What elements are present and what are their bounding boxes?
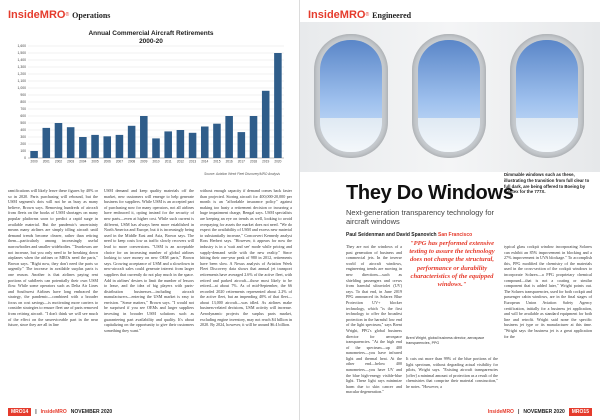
chart-bar bbox=[262, 91, 270, 158]
x-tick-label: 2009 bbox=[140, 159, 148, 164]
x-tick-label: 2010 bbox=[152, 159, 160, 164]
article-column-1: ramifications will likely leave these figures by 40% or so in 2020. Parts purchasing will rebound, but the USM segment's dots will not be as busy as many believe, Brown says. Removing hundreds of aircraft from fleets on the books of USM shortages on many popular platforms soon to predict a rapid surge in available material. But the pandemic's uncertainty means many airlines are simply idling aircraft until demand trends become clearer, rather than retiring them—particularly among increasingly useful narrowbodies and smaller widebodies. "Teardowns are not increase, but you only need to be breaking down airplanes when the airlines or MROs need the parts," Brown says. "Right now, they don't need the parts so urgently." The increase in available surplus parts is one reason. Another is that airlines paying rent portions of subfleets can potentially their own USM flow. While some operators such as Delta Air Lines and Southwest Airlines have long embraced the strategy, the pandemic—combined with a broader focus on cost savings—is motivating more carriers to consider strategies to ensure fleet use of parts removed from retiring aircraft. "I don't think we will see much of the effect on the unserviceable part in the near future, since they are all in line bbox=[8, 188, 98, 328]
article-text: They are not the windows of a past generation of business and commercial jets. In the inverse world of aircraft windows, engineering trends are moving in new directions—such as shielding passengers and crews from harmful ultraviolet (UV) rays. To that end, in June 2019 PPG announced its Solarex Blue Protection UV+ blocker technology, which "is the first technology to offer the broadest protection in the harmful low end of the light spectrum," says Brent Wright, PPG's global business director for aerospace transparencies. "At the high end of the spectrum—up 400 nanometers—you have infrared light and thermal heat. At the other end—below 400 nanometers—you have UV and the blue high-energy visible-blue light. These light rays minimize harm due to skin cancer and macular degeneration." bbox=[346, 244, 402, 395]
chart-bar bbox=[177, 130, 185, 158]
byline-city: San Francisco bbox=[437, 232, 473, 238]
chart-plot bbox=[6, 24, 296, 174]
chart-source: Source: Aviation Week Fleet Discovery/MRO Analysis bbox=[204, 172, 280, 176]
chart-bar bbox=[213, 124, 221, 158]
chart-bar bbox=[55, 123, 63, 158]
footer-date: NOVEMBER 2020 bbox=[70, 409, 113, 415]
x-tick-label: 2004 bbox=[79, 159, 87, 164]
x-tick-label: 2011 bbox=[164, 159, 172, 164]
article-subhead: Next-generation transparency technology for aircraft windows bbox=[346, 208, 495, 226]
x-tick-label: 2001 bbox=[42, 159, 50, 164]
trademark: ® bbox=[365, 12, 370, 18]
page-footer bbox=[8, 408, 112, 416]
x-tick-label: 2002 bbox=[54, 159, 63, 164]
window-image bbox=[412, 34, 486, 158]
x-tick-label: 2017 bbox=[237, 159, 245, 164]
x-tick-label: 2012 bbox=[176, 159, 184, 164]
y-tick-label: 1,400 bbox=[17, 58, 26, 63]
photo-caption: Dimmable windows such as these, illustrating the transition from full clear to full dark, are being offered to Boeing by Gentex for the 777X. bbox=[504, 172, 590, 195]
chart-bar bbox=[189, 133, 197, 158]
y-tick-label: 500 bbox=[20, 121, 26, 126]
chart-bar bbox=[250, 116, 258, 158]
article-column-2: It cuts out more than 99% of the blue portions of the light spectrum, without degrading actual visibility for pilots, Wright says. "Existing aircraft transparencies [offer] a minimal amount of protection as a result of the chemistries that comprise their material construction," he notes. "However, a bbox=[406, 356, 498, 389]
page-header bbox=[8, 8, 110, 22]
x-tick-label: 2007 bbox=[115, 159, 123, 164]
x-tick-label: 2019 bbox=[262, 159, 270, 164]
y-tick-label: 900 bbox=[20, 93, 26, 98]
page-header bbox=[308, 8, 411, 22]
byline-authors: Paul Seidenman and David Spanovich bbox=[346, 232, 437, 238]
brand-name: MRO bbox=[39, 9, 66, 21]
chart-title: Annual Commercial Aircraft Retirements bbox=[88, 30, 214, 37]
chart-bar bbox=[103, 136, 111, 158]
chart-bar bbox=[79, 137, 87, 158]
brand-name: MRO bbox=[339, 9, 366, 21]
retirements-chart bbox=[6, 24, 296, 182]
chart-bar bbox=[164, 131, 172, 158]
pull-quote-attribution: Brent Wright, global business director, aerospace transparencies, PPG bbox=[406, 336, 485, 345]
chart-bar bbox=[116, 135, 124, 158]
article-headline: They Do Windows bbox=[346, 182, 514, 204]
y-tick-label: 700 bbox=[20, 107, 26, 112]
chart-bar bbox=[201, 127, 209, 159]
chart-bar bbox=[128, 126, 136, 158]
pull-quote: "PPG has performed extensive testing to assure the technology does not change the structural, performance or durability characteristics of the equipped windows." bbox=[409, 240, 495, 289]
chart-bar bbox=[225, 116, 233, 158]
y-tick-label: 1,100 bbox=[17, 79, 26, 84]
x-tick-label: 2013 bbox=[189, 159, 197, 164]
y-tick-label: 1,300 bbox=[17, 65, 26, 70]
article-column-3: without enough capacity if demand comes back faster than projected. Storing aircraft for 400,000-20,000 per month is an "affordable insurance policy" against making too hasty a retirement decision or incurring a huge impairment charge, Bengal says. USM specialists are keeping an eye on trends as well, looking to avoid overpaying for assets the market does not need. "We do expect the availability of USM and excess new material to substantially increase," Concorvert Kennedy analyst Ross Herbert says. "However, it appears for now the industry is in a 'wait and see' mode while pricing and supply-demand settle with the new reality." Since hitting their one-year peak of 980 in 2012, retirements have been slow. A Nexus analysis of Aviation Week Fleet Discovery data shows that annual jet transport retirements have averaged 2.6% of the active fleet, with retired and parked aircraft—those most likely to be retired—at about 7%. As of mid-September, the 66 recorded 2020 retirements represented about 2.2% of the active fleet, but an impending 40% of that fleet—about 13,000 aircraft—was idled. As airlines make business-related decisions, USM activity will increase. Aerodynamic projects the surplus parts market, excluding engine inventory, may not reach $4 billion in 2020. By 2024, however, it will be around $6.4 billion. bbox=[200, 188, 292, 328]
x-tick-label: 2003 bbox=[67, 159, 75, 164]
y-tick-label: 1,500 bbox=[17, 51, 26, 56]
window-image bbox=[314, 34, 388, 158]
x-tick-label: 2016 bbox=[225, 159, 233, 164]
x-tick-label: 2008 bbox=[128, 159, 136, 164]
chart-bar bbox=[274, 53, 282, 158]
y-tick-label: 1,200 bbox=[17, 72, 26, 77]
brand-prefix: Inside bbox=[8, 9, 40, 21]
trademark: ® bbox=[65, 12, 70, 18]
y-tick-label: 100 bbox=[20, 149, 26, 154]
right-page bbox=[300, 0, 600, 420]
x-tick-label: 2018 bbox=[249, 159, 258, 164]
article-column-1 bbox=[346, 244, 402, 410]
chart-bar bbox=[43, 128, 51, 158]
page-number: MRO14 bbox=[8, 408, 31, 416]
y-tick-label: 0 bbox=[24, 156, 26, 161]
chart-bar bbox=[30, 151, 38, 158]
y-tick-label: 300 bbox=[20, 135, 26, 140]
chart-bar bbox=[91, 135, 99, 158]
y-tick-label: 1,000 bbox=[17, 86, 26, 91]
chart-subtitle: 2000-20 bbox=[139, 38, 163, 45]
x-tick-label: 2014 bbox=[201, 159, 209, 164]
section-title: Engineered bbox=[372, 10, 412, 20]
y-tick-label: 1,600 bbox=[17, 44, 26, 49]
footer-site[interactable]: InsideMRO bbox=[487, 409, 514, 415]
y-tick-label: 600 bbox=[20, 114, 26, 119]
y-tick-label: 200 bbox=[20, 142, 26, 147]
x-tick-label: 2015 bbox=[213, 159, 221, 164]
chart-bar bbox=[140, 116, 148, 158]
section-title: Operations bbox=[72, 10, 111, 20]
footer-separator: | bbox=[517, 409, 520, 415]
footer-date: NOVEMBER 2020 bbox=[523, 409, 565, 415]
brand-prefix: Inside bbox=[308, 9, 340, 21]
x-tick-label: 2005 bbox=[91, 159, 99, 164]
article-column-2: USM demand and keep quality materials off the market, new customers will emerge to help generate business for suppliers. While USM is an accepted part of purchasing now for many operators, not all airlines have embraced it, opting instead for the security of new parts—even at higher cost. While such current is different, USM has always been more established in North America and Europe, but it is increasingly being used in the Middle East and Asia, Brown says. The need to keep costs low as traffic slowly recovers will lead to more conversions. "USM is an acceptable choice for an increasing number of global airlines looking to save money on new OEM parts," Brown says. Growing acceptance of USM and a slowdown in new-aircraft sales could generate interest from larger suppliers that currently do not play much in the space. Add in airlines' desires to limit the number of lessors to lease, and the idea of big players with parts-distribution businesses—including aircraft manufacturers—entering the USM market is easy to envision. "Some matters," Brown says. "I would not be surprised if you see OEMs and larger suppliers investing in broader USM solutions such as guaranteeing part availability and quality. It's about capitalizing on the opportunity to give their customers something they want." bbox=[104, 188, 194, 333]
footer-separator: | bbox=[35, 409, 37, 415]
chart-bar bbox=[238, 132, 246, 158]
x-tick-label: 2006 bbox=[103, 159, 111, 164]
article-column-3: typical glass cockpit window incorporating Solarex can exhibit an 85% improvement in blocking and a 27% improvement in UVA blockage." To accomplish this, PPG modified the chemistry of the materials used in the cross-section of the cockpit windows to incorporate Solarex—a PPG proprietary chemical compound—that is not a coating or similar component that is added later," Wright points out. The Solarex transparencies, used for both cockpit and passenger cabin windows, are in the final stages of European Union Aviation Safety Agency certification, initially for a business jet application, and will be available as standard equipment for both line and retrofit. Wright said none the specific business jet type or its manufacturer at this time. "Wright says the business jet is a great application for the bbox=[504, 244, 592, 339]
article-byline bbox=[346, 232, 472, 238]
y-tick-label: 800 bbox=[20, 100, 26, 105]
y-tick-label: 400 bbox=[20, 128, 26, 133]
x-tick-label: 2000 bbox=[30, 159, 38, 164]
window-image bbox=[510, 34, 584, 158]
footer-site[interactable]: InsideMRO bbox=[40, 409, 67, 415]
page-number: MRO15 bbox=[569, 408, 592, 416]
x-tick-label: 2020 bbox=[274, 159, 282, 164]
chart-bar bbox=[152, 138, 160, 158]
page-footer bbox=[488, 408, 592, 416]
chart-bar bbox=[67, 127, 75, 158]
aircraft-windows-photo bbox=[300, 22, 600, 172]
